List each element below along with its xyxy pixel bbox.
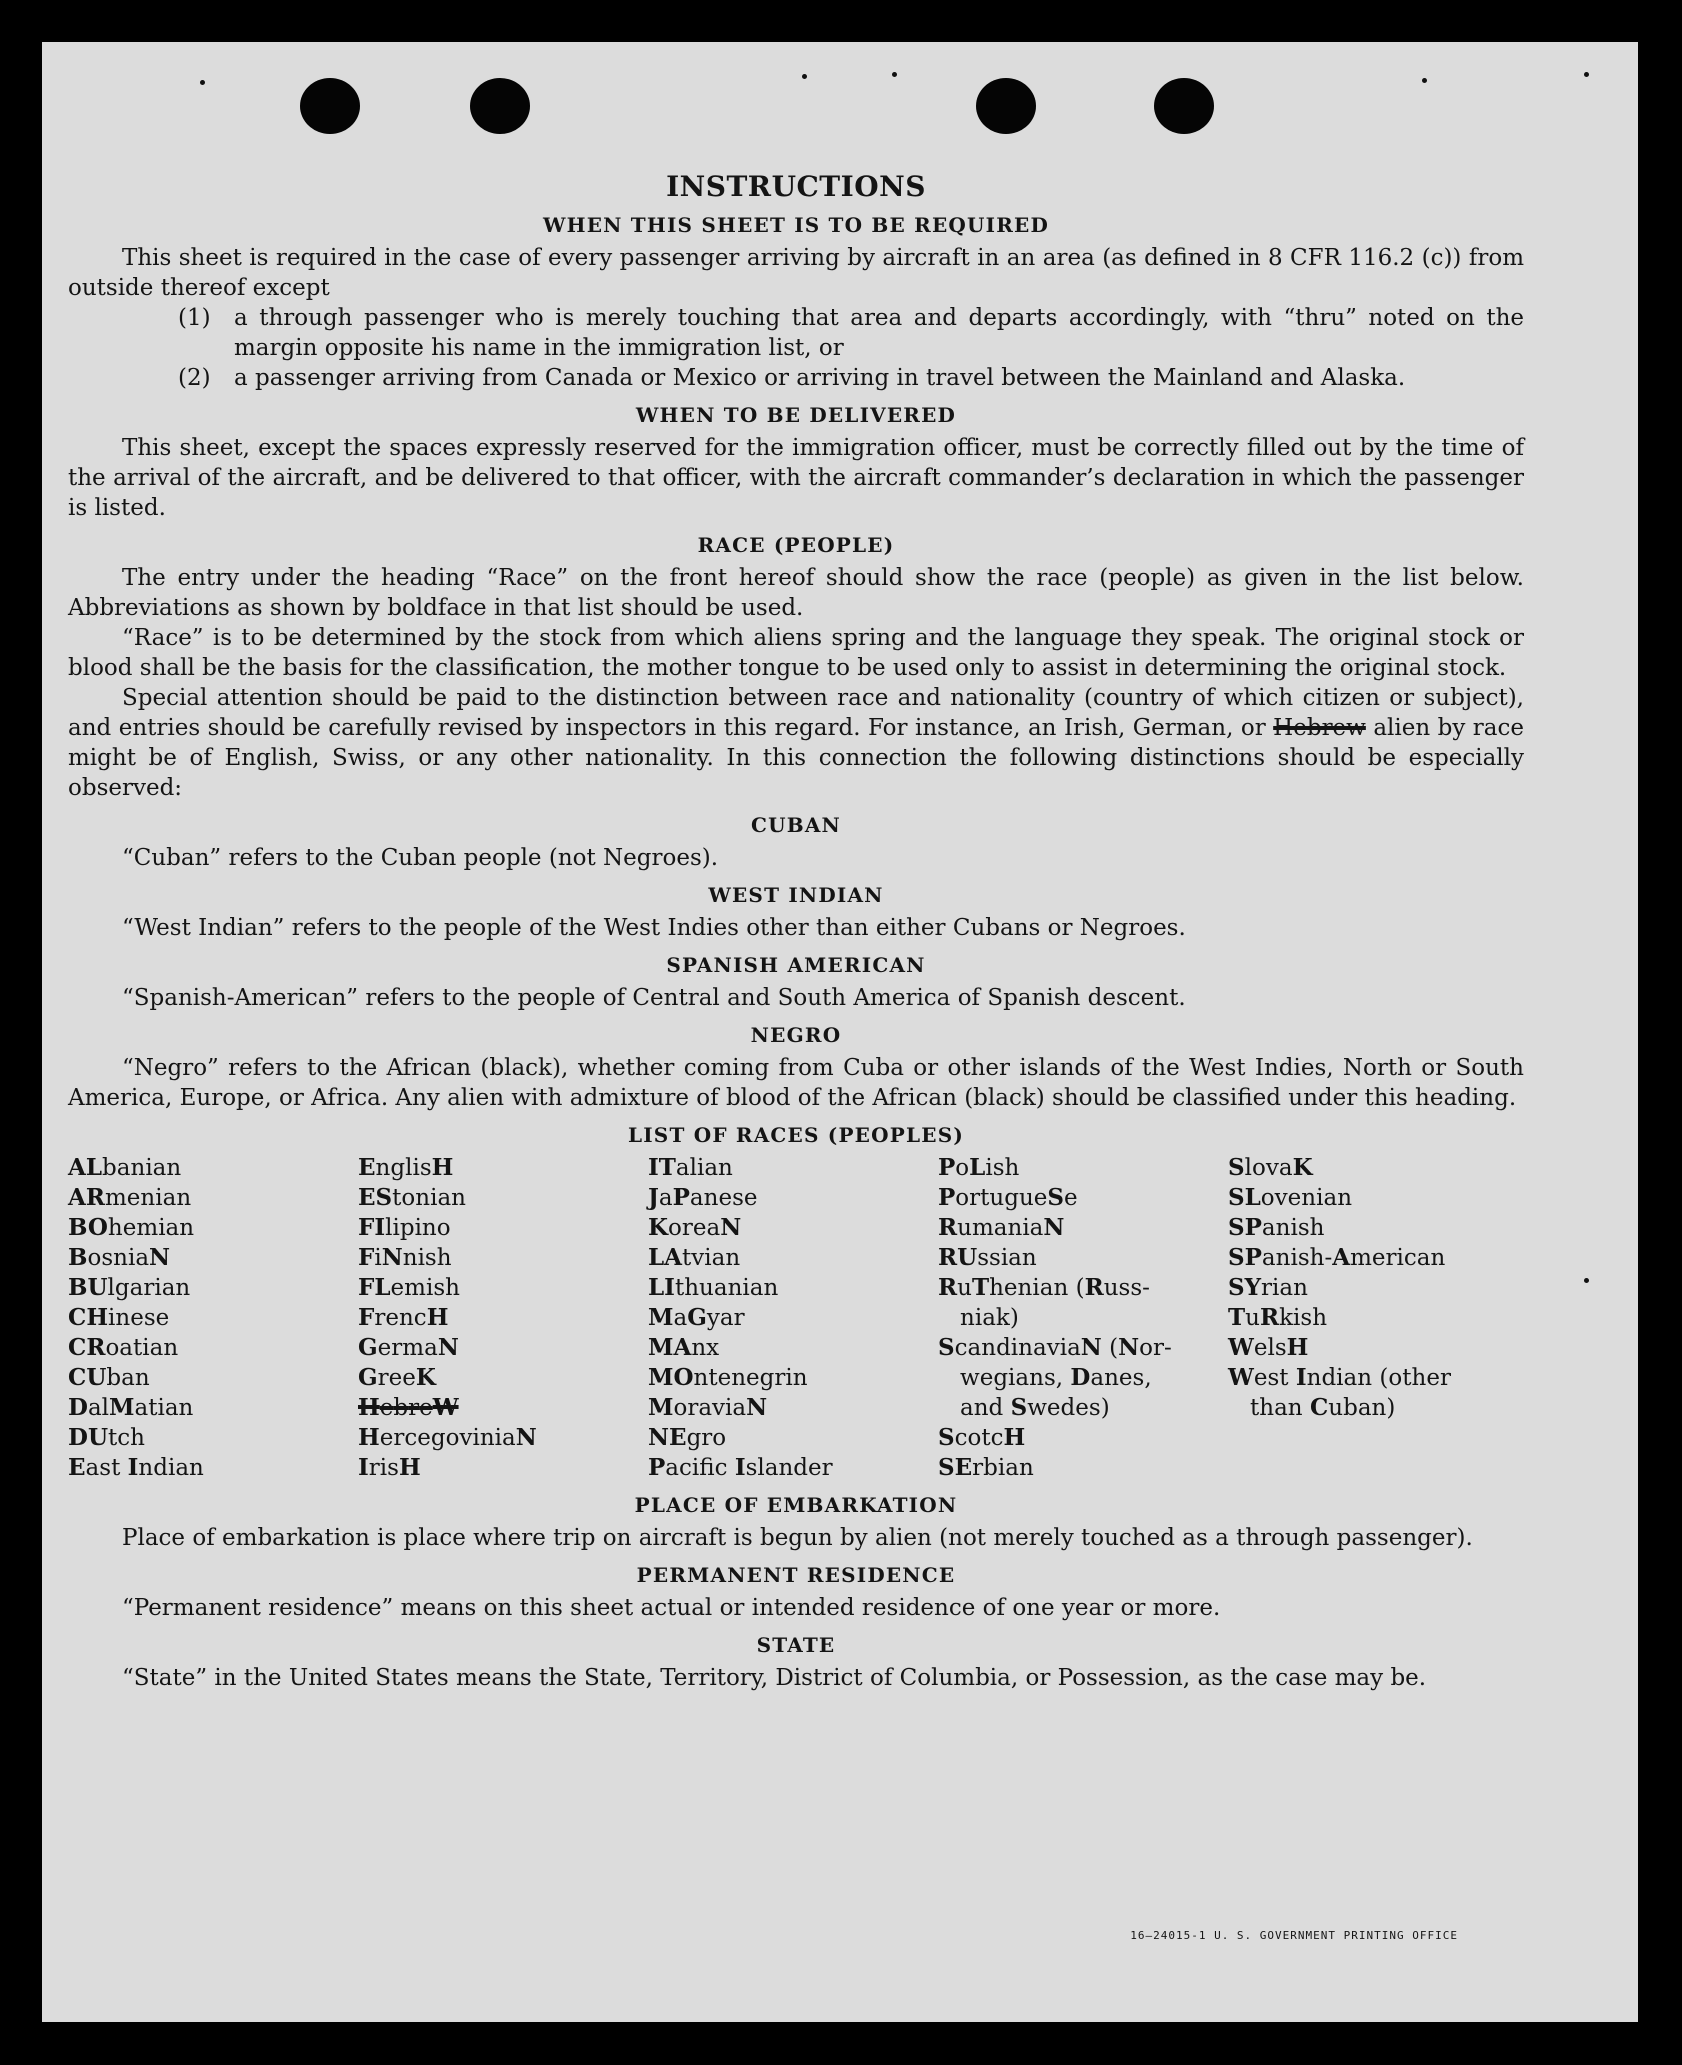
- race-entry-struck: HebreW: [358, 1394, 459, 1421]
- race-entry: FLemish: [358, 1274, 460, 1301]
- race-entry: West Indian (other: [1228, 1364, 1451, 1391]
- paragraph-part: alien by race might be of English, Swiss, or any other nationality. In this connection the following distinctions should be especially observed:: [68, 715, 1525, 801]
- race-entry: ScandinaviaN (Nor-: [938, 1334, 1172, 1361]
- race-entry: TuRkish: [1228, 1304, 1328, 1331]
- section-heading: WHEN TO BE DELIVERED: [635, 403, 957, 427]
- races-column: [938, 1153, 1228, 1483]
- speck: [802, 74, 807, 79]
- race-entry: SlovaK: [1228, 1154, 1313, 1181]
- page-title: INSTRUCTIONS: [666, 170, 926, 203]
- document-sheet: [42, 42, 1638, 2022]
- race-entry: HercegoviniaN: [358, 1424, 537, 1451]
- race-entry: FIlipino: [358, 1214, 451, 1241]
- speck: [1422, 78, 1427, 83]
- paragraph-part: Special attention should be paid to the distinction between race and nationality (country of which citizen or subject), and entries should be carefully revised by inspectors in this regard. For instance, an Irish, German, or: [68, 685, 1524, 741]
- race-entry: PortugueSe: [938, 1184, 1078, 1211]
- speck: [200, 80, 205, 85]
- paragraph: “Cuban” refers to the Cuban people (not Negroes).: [122, 845, 719, 871]
- paragraph: [68, 683, 1524, 803]
- paragraph: Place of embarkation is place where trip on aircraft is begun by alien (not merely touched as a through passenger).: [122, 1525, 1473, 1551]
- races-list: [68, 1153, 1524, 1483]
- race-entry: East Indian: [68, 1454, 204, 1481]
- speck: [892, 72, 897, 77]
- item-number: (2): [178, 365, 211, 391]
- race-entry: than Cuban): [1250, 1394, 1396, 1421]
- race-entry: PoLish: [938, 1154, 1020, 1181]
- race-entry: CUban: [68, 1364, 150, 1391]
- section-heading: LIST OF RACES (PEOPLES): [627, 1123, 965, 1147]
- race-entry: NEgro: [648, 1424, 727, 1451]
- race-entry: WelsH: [1228, 1334, 1309, 1361]
- race-entry: CRoatian: [68, 1334, 179, 1361]
- speck: [1584, 1278, 1589, 1283]
- race-entry: CHinese: [68, 1304, 170, 1331]
- paragraph: “Permanent residence” means on this sheet actual or intended residence of one year or more.: [122, 1595, 1221, 1621]
- race-entry: DalMatian: [68, 1394, 194, 1421]
- races-column: [358, 1153, 648, 1483]
- section-heading: WHEN THIS SHEET IS TO BE REQUIRED: [542, 213, 1050, 237]
- section-heading: PLACE OF EMBARKATION: [634, 1493, 958, 1517]
- race-entry: EStonian: [358, 1184, 466, 1211]
- race-entry: MaGyar: [648, 1304, 745, 1331]
- race-entry: MOntenegrin: [648, 1364, 808, 1391]
- instructions-content: [68, 170, 1524, 1693]
- race-entry: IrisH: [358, 1454, 421, 1481]
- punch-hole: [1154, 78, 1214, 134]
- race-entry: EnglisH: [358, 1154, 454, 1181]
- race-entry: LIthuanian: [648, 1274, 779, 1301]
- race-entry: RUssian: [938, 1244, 1037, 1271]
- race-entry: ARmenian: [68, 1184, 192, 1211]
- section-heading: PERMANENT RESIDENCE: [636, 1563, 956, 1587]
- race-entry: ALbanian: [68, 1154, 182, 1181]
- race-entry: DUtch: [68, 1424, 145, 1451]
- race-entry: SLovenian: [1228, 1184, 1353, 1211]
- race-entry: wegians, Danes,: [960, 1364, 1152, 1391]
- punch-hole: [976, 78, 1036, 134]
- race-entry: Pacifc Islander: [648, 1454, 833, 1481]
- list-item: [178, 363, 1524, 393]
- race-entry: LAtvian: [648, 1244, 741, 1271]
- race-entry: RumaniaN: [938, 1214, 1065, 1241]
- races-column: [1228, 1153, 1518, 1483]
- paragraph: “State” in the United States means the State, Territory, District of Columbia, or Possession, as the case may be.: [122, 1665, 1427, 1691]
- section-heading: STATE: [756, 1633, 836, 1657]
- race-entry: and Swedes): [960, 1394, 1110, 1421]
- race-entry: SPanish-American: [1228, 1244, 1446, 1271]
- paragraph: The entry under the heading “Race” on the front hereof should show the race (people) as given in the list below. Abbreviations as shown by boldface in that list should be used.: [68, 565, 1524, 621]
- race-entry: SPanish: [1228, 1214, 1325, 1241]
- paragraph: “Spanish-American” refers to the people of Central and South America of Spanish descent.: [122, 985, 1186, 1011]
- race-entry: BUlgarian: [68, 1274, 191, 1301]
- races-column: [648, 1153, 938, 1483]
- race-entry: SYrian: [1228, 1274, 1308, 1301]
- paragraph: “Race” is to be determined by the stock from which aliens spring and the language they speak. The original stock or blood shall be the basis for the classification, the mother tongue to be used only to assist in determining the original stock.: [68, 625, 1524, 681]
- list-item: [178, 303, 1524, 363]
- item-text: a passenger arriving from Canada or Mexico or arriving in travel between the Mainland and Alaska.: [234, 365, 1406, 391]
- race-entry: JaPanese: [648, 1184, 758, 1211]
- race-entry: SErbian: [938, 1454, 1034, 1481]
- race-entry: MoraviaN: [648, 1394, 768, 1421]
- race-entry: GreeK: [358, 1364, 436, 1391]
- section-heading: RACE (PEOPLE): [697, 533, 895, 557]
- race-entry: GermaN: [358, 1334, 459, 1361]
- paragraph: This sheet is required in the case of every passenger arriving by aircraft in an area (as defined in 8 CFR 116.2 (c)) from outside thereof except: [68, 245, 1524, 301]
- race-entry: FrencH: [358, 1304, 449, 1331]
- race-entry: KoreaN: [648, 1214, 742, 1241]
- race-entry: BosniaN: [68, 1244, 171, 1271]
- section-heading: NEGRO: [750, 1023, 842, 1047]
- print-code: 16—24015-1 U. S. GOVERNMENT PRINTING OFFICE: [1130, 1929, 1458, 1942]
- punch-hole: [470, 78, 530, 134]
- race-entry: ITalian: [648, 1154, 733, 1181]
- speck: [1584, 72, 1589, 77]
- item-number: (1): [178, 305, 211, 331]
- item-text: a through passenger who is merely touching that area and departs accordingly, with “thru” noted on the margin opposite his name in the immigration list, or: [234, 305, 1524, 361]
- paragraph: “Negro” refers to the African (black), whether coming from Cuba or other islands of the West Indies, North or South America, Europe, or Africa. Any alien with admixture of blood of the African (black) should be classified under this heading.: [68, 1055, 1524, 1111]
- race-entry: RuThenian (Russ-: [938, 1274, 1150, 1301]
- struck-word: Hebrew: [1273, 715, 1366, 741]
- paragraph: “West Indian” refers to the people of the West Indies other than either Cubans or Negroes.: [122, 915, 1186, 941]
- races-column: [68, 1153, 358, 1483]
- race-entry: FiNnish: [358, 1244, 452, 1271]
- section-heading: SPANISH AMERICAN: [666, 953, 926, 977]
- race-entry: MAnx: [648, 1334, 720, 1361]
- race-entry: niak): [960, 1305, 1019, 1331]
- race-entry: BOhemian: [68, 1214, 195, 1241]
- paragraph: This sheet, except the spaces expressly reserved for the immigration officer, must be correctly filled out by the time of the arrival of the aircraft, and be delivered to that officer, with the aircraft commander’s declaration in which the passenger is listed.: [68, 435, 1524, 521]
- punch-hole: [300, 78, 360, 134]
- section-heading: CUBAN: [750, 813, 842, 837]
- race-entry: ScotcH: [938, 1424, 1026, 1451]
- section-heading: WEST INDIAN: [708, 883, 884, 907]
